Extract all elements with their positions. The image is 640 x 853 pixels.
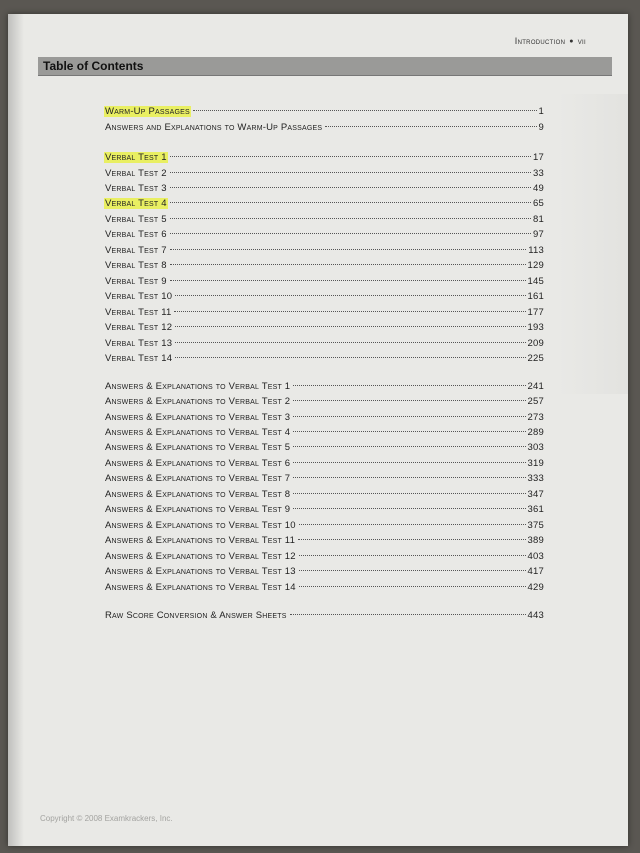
dot-leader xyxy=(299,570,526,571)
toc-entry-page: 417 xyxy=(527,566,544,577)
dot-leader xyxy=(299,586,526,587)
toc-entry xyxy=(104,458,544,472)
toc-entry-page: 9 xyxy=(538,122,544,133)
toc-entry-label: Verbal Test 6 xyxy=(105,229,167,240)
toc-entry xyxy=(104,152,544,166)
dot-leader xyxy=(293,462,525,463)
toc-entry-label: Verbal Test 8 xyxy=(105,260,167,271)
toc-entry xyxy=(104,582,544,596)
dot-leader xyxy=(170,156,531,157)
running-head-page: vii xyxy=(577,36,586,46)
toc-entry-page: 273 xyxy=(527,412,544,423)
toc-entry-page: 145 xyxy=(527,276,544,287)
toc-entry-label: Verbal Test 1 xyxy=(105,152,167,163)
toc-entry-label: Verbal Test 9 xyxy=(105,276,167,287)
toc-entry-page: 361 xyxy=(527,504,544,515)
toc-entry-page: 161 xyxy=(527,291,544,302)
dot-leader xyxy=(193,110,537,111)
toc-entry-page: 429 xyxy=(527,582,544,593)
toc-entry-page: 193 xyxy=(527,322,544,333)
dot-leader xyxy=(174,311,525,312)
dot-leader xyxy=(170,233,531,234)
toc-entry-label: Answers & Explanations to Verbal Test 10 xyxy=(105,520,296,531)
toc-entry xyxy=(104,183,544,197)
toc-entry-page: 375 xyxy=(527,520,544,531)
toc-entry xyxy=(104,551,544,565)
toc-entry-label: Answers & Explanations to Verbal Test 11 xyxy=(105,535,296,546)
toc-entry-label: Answers & Explanations to Verbal Test 3 xyxy=(105,412,291,423)
toc-entry xyxy=(104,291,544,305)
dot-leader xyxy=(175,295,525,296)
dot-leader xyxy=(170,218,531,219)
toc-entry-page: 403 xyxy=(527,551,544,562)
toc-entry-page: 81 xyxy=(533,214,544,225)
dot-leader xyxy=(293,477,525,478)
toc-entry-page: 177 xyxy=(527,307,544,318)
toc-entry-page: 319 xyxy=(527,458,544,469)
toc-entry-label: Answers & Explanations to Verbal Test 14 xyxy=(105,582,296,593)
dot-leader xyxy=(299,524,526,525)
toc-entry xyxy=(104,520,544,534)
toc-entry-label: Answers & Explanations to Verbal Test 4 xyxy=(105,427,291,438)
toc-entry xyxy=(104,122,544,136)
toc-entry-page: 303 xyxy=(527,442,544,453)
show-through xyxy=(558,94,628,394)
toc-entry-page: 33 xyxy=(533,168,544,179)
toc-entry-page: 289 xyxy=(527,427,544,438)
toc-entry-label: Verbal Test 12 xyxy=(105,322,173,333)
running-head-section: Introduction xyxy=(514,36,566,46)
toc-entry-label: Verbal Test 5 xyxy=(105,214,167,225)
toc-entry-label: Answers & Explanations to Verbal Test 7 xyxy=(105,473,291,484)
toc-entry-label: Answers & Explanations to Verbal Test 2 xyxy=(105,396,291,407)
toc-entry-page: 129 xyxy=(527,260,544,271)
toc-entry xyxy=(104,276,544,290)
toc-entry xyxy=(104,566,544,580)
toc-entry-page: 1 xyxy=(538,106,544,117)
dot-leader xyxy=(293,416,525,417)
dot-leader xyxy=(170,280,526,281)
dot-leader xyxy=(293,400,525,401)
toc-entry-page: 209 xyxy=(527,338,544,349)
toc-entry xyxy=(104,610,544,624)
toc-entry-label: Verbal Test 4 xyxy=(105,198,167,209)
toc-entry-label: Raw Score Conversion & Answer Sheets xyxy=(105,610,287,621)
toc-entry-page: 389 xyxy=(527,535,544,546)
toc-entry xyxy=(104,427,544,441)
toc-entry xyxy=(104,535,544,549)
toc-entry-label: Warm-Up Passages xyxy=(105,106,190,117)
toc-entry xyxy=(104,353,544,367)
toc-entry xyxy=(104,229,544,243)
gutter-shadow xyxy=(8,14,24,846)
dot-leader xyxy=(170,202,531,203)
toc-entry-label: Answers and Explanations to Warm-Up Passages xyxy=(105,122,323,133)
toc-entry-label: Answers & Explanations to Verbal Test 6 xyxy=(105,458,291,469)
toc-entry xyxy=(104,489,544,503)
toc-entry-label: Verbal Test 11 xyxy=(105,307,172,318)
toc-entry xyxy=(104,338,544,352)
toc-entry-label: Answers & Explanations to Verbal Test 1 xyxy=(105,381,291,392)
toc-entry-label: Answers & Explanations to Verbal Test 13 xyxy=(105,566,296,577)
bullet-icon: ● xyxy=(569,38,574,45)
toc-entry-label: Answers & Explanations to Verbal Test 12 xyxy=(105,551,296,562)
toc-entry xyxy=(104,473,544,487)
toc-entry-page: 97 xyxy=(533,229,544,240)
toc-entry-page: 113 xyxy=(528,245,544,256)
dot-leader xyxy=(293,508,525,509)
toc-entry-label: Verbal Test 7 xyxy=(105,245,167,256)
running-head xyxy=(515,36,586,46)
dot-leader xyxy=(170,249,527,250)
dot-leader xyxy=(293,493,525,494)
dot-leader xyxy=(175,326,525,327)
toc-entry-label: Answers & Explanations to Verbal Test 5 xyxy=(105,442,291,453)
toc-entry xyxy=(104,504,544,518)
page-title: Table of Contents xyxy=(43,59,144,73)
dot-leader xyxy=(290,614,526,615)
toc-entry-label: Verbal Test 14 xyxy=(105,353,173,364)
dot-leader xyxy=(293,446,525,447)
toc-entry xyxy=(104,396,544,410)
toc-entry xyxy=(104,307,544,321)
toc-entry xyxy=(104,168,544,182)
toc-entry xyxy=(104,106,544,120)
toc-entry-label: Answers & Explanations to Verbal Test 9 xyxy=(105,504,291,515)
dot-leader xyxy=(293,385,525,386)
toc-entry-page: 241 xyxy=(527,381,544,392)
toc-entry-label: Verbal Test 2 xyxy=(105,168,167,179)
toc-entry-page: 225 xyxy=(527,353,544,364)
toc-entry xyxy=(104,442,544,456)
dot-leader xyxy=(175,357,525,358)
toc-entry xyxy=(104,214,544,228)
toc-entry-page: 65 xyxy=(533,198,544,209)
dot-leader xyxy=(325,126,536,127)
toc-entry-page: 333 xyxy=(527,473,544,484)
dot-leader xyxy=(293,431,525,432)
toc-entry-page: 347 xyxy=(527,489,544,500)
toc-entry-label: Verbal Test 10 xyxy=(105,291,173,302)
copyright-footer: Copyright © 2008 Examkrackers, Inc. xyxy=(40,814,173,823)
toc-entry xyxy=(104,198,544,212)
book-page xyxy=(8,14,628,846)
toc-entry-page: 257 xyxy=(527,396,544,407)
toc-entry-label: Answers & Explanations to Verbal Test 8 xyxy=(105,489,291,500)
dot-leader xyxy=(298,539,525,540)
dot-leader xyxy=(170,187,531,188)
toc-entry-page: 443 xyxy=(527,610,544,621)
toc-heading-bar xyxy=(38,57,612,76)
dot-leader xyxy=(170,172,531,173)
toc-entry xyxy=(104,245,544,259)
toc-entry xyxy=(104,322,544,336)
toc-entry-label: Verbal Test 13 xyxy=(105,338,173,349)
dot-leader xyxy=(299,555,526,556)
toc-entry xyxy=(104,412,544,426)
dot-leader xyxy=(175,342,525,343)
toc-entry-page: 17 xyxy=(533,152,544,163)
toc-entry xyxy=(104,381,544,395)
dot-leader xyxy=(170,264,526,265)
toc-entry-label: Verbal Test 3 xyxy=(105,183,167,194)
toc-entry-page: 49 xyxy=(533,183,544,194)
toc-entry xyxy=(104,260,544,274)
